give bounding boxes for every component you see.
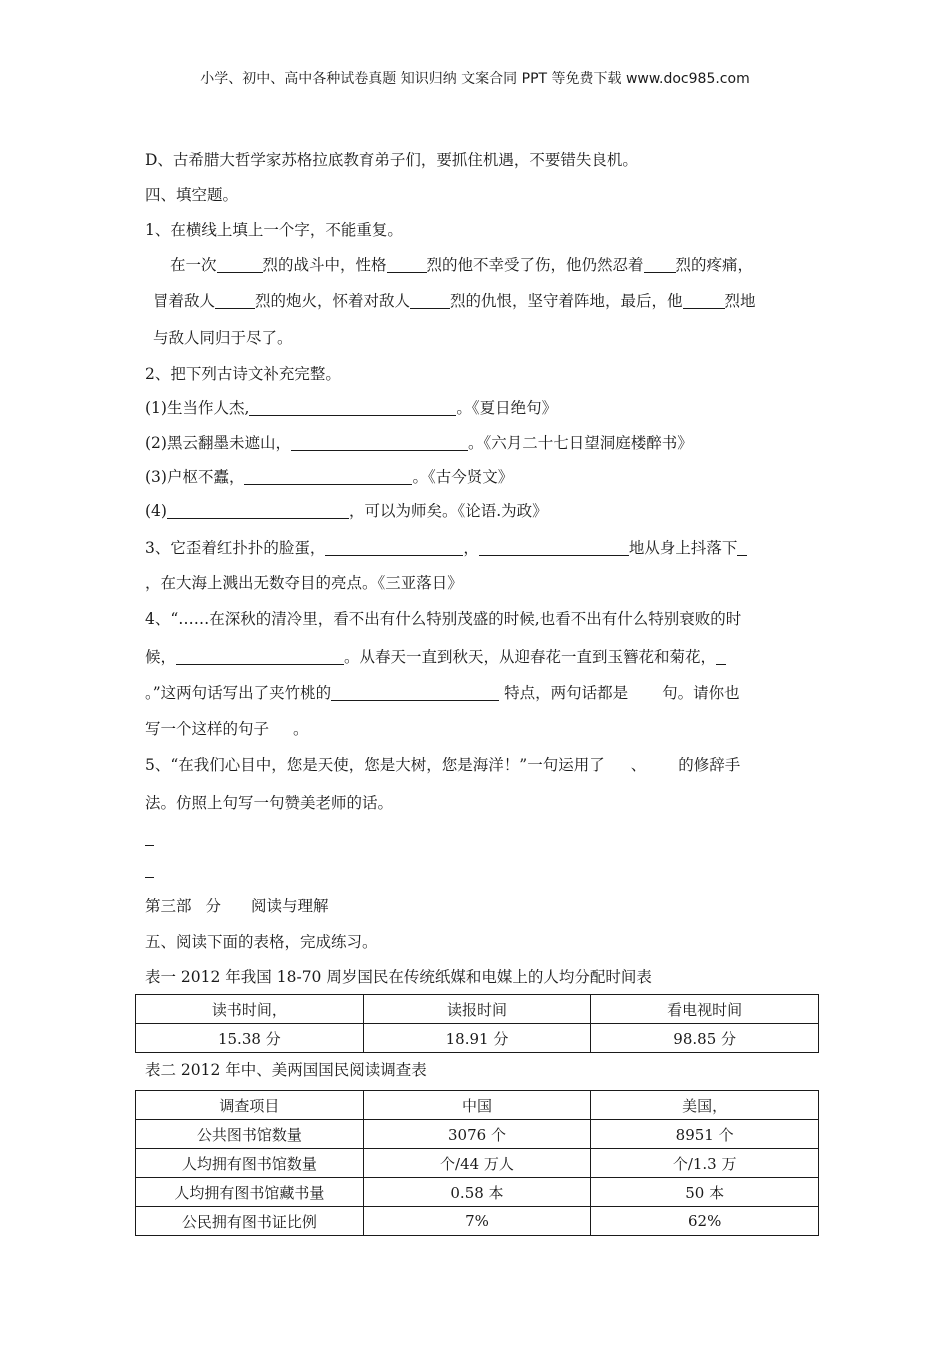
- q3-text: 3、它歪着红扑扑的脸蛋，: [145, 539, 326, 557]
- q1-text: 烈的疼痛，: [675, 256, 754, 274]
- q3-text: ，: [463, 539, 479, 557]
- q2-text: (3)户枢不蠹，: [145, 468, 245, 486]
- q2-text: 。《夏日绝句》: [456, 399, 558, 417]
- q1-text: 烈地: [724, 292, 756, 310]
- q4-text: 。从春天一直到秋天，从迎春花一直到玉簪花和菊花，: [344, 648, 717, 666]
- table-cell: 15.38 分: [136, 1024, 364, 1053]
- answer-blank[interactable]: [644, 256, 676, 273]
- q2-text: (2)黑云翻墨未遮山，: [145, 434, 291, 452]
- q2-text: ，可以为师矣。《论语.为政》: [348, 502, 548, 520]
- q2-item-2: [145, 431, 693, 453]
- table-cell: 人均拥有图书馆数量: [136, 1149, 364, 1178]
- answer-blank[interactable]: [145, 863, 154, 878]
- q2-text: (4): [145, 502, 167, 520]
- answer-blank[interactable]: [145, 831, 154, 846]
- answer-blank[interactable]: [325, 539, 463, 556]
- table-cell: 8951 个: [591, 1120, 819, 1149]
- table-row: [136, 1207, 819, 1236]
- answer-blank[interactable]: [291, 434, 468, 451]
- q1-text: 烈的仇恨，坚守着阵地，最后，他: [450, 292, 683, 310]
- table-2-title: 表二 2012 年中、美两国国民阅读调查表: [145, 1061, 427, 1079]
- table-cell: 个/44 万人: [363, 1149, 591, 1178]
- part-3-text: 第三部: [145, 897, 192, 915]
- q1-line-3: 与敌人同归于尽了。: [153, 329, 293, 347]
- q2-item-3: [145, 465, 513, 487]
- q3-text: 地从身上抖落下: [628, 539, 738, 557]
- page-header: 小学、初中、高中各种试卷真题 知识归纳 文案合同 PPT 等免费下载 www.doc985.com: [200, 71, 750, 87]
- q5-text: 、: [630, 756, 647, 774]
- q2-text: 。《古今贤文》: [412, 468, 514, 486]
- q4-text: 。”这两句话写出了夹竹桃的: [145, 684, 332, 702]
- q5-text: 的修辞手: [678, 756, 741, 774]
- question-5-line-2: 法。仿照上句写一句赞美老师的话。: [145, 794, 394, 812]
- table-row: [136, 1149, 819, 1178]
- question-4-line-3: [145, 681, 740, 703]
- table-cell: 0.58 本: [363, 1178, 591, 1207]
- q1-text: 烈的战斗中，性格: [262, 256, 387, 274]
- question-5-line-1: [145, 753, 740, 775]
- table-cell: 98.85 分: [591, 1024, 819, 1053]
- table-header-cell: 读报时间: [363, 995, 591, 1024]
- answer-blank[interactable]: [249, 399, 456, 416]
- table-cell: 3076 个: [363, 1120, 591, 1149]
- table-row: [136, 1120, 819, 1149]
- table-1: [135, 994, 819, 1053]
- table-cell: 7%: [363, 1207, 591, 1236]
- q1-text: 烈的他不幸受了伤，他仍然忍着: [426, 256, 644, 274]
- question-3-line-1: [145, 536, 747, 558]
- table-cell: 50 本: [591, 1178, 819, 1207]
- table-2: [135, 1090, 819, 1236]
- q4-text: 句。请你也: [662, 684, 740, 702]
- q2-item-4: [145, 499, 548, 521]
- part-3-text: 分: [205, 897, 222, 915]
- table-header-cell: 看电视时间: [591, 995, 819, 1024]
- table-header-cell: 美国，: [591, 1091, 819, 1120]
- option-d: D、古希腊大哲学家苏格拉底教育弟子们，要抓住机遇，不要错失良机。: [145, 151, 638, 169]
- q1-text: 在一次: [170, 256, 217, 274]
- table-cell: 18.91 分: [363, 1024, 591, 1053]
- answer-blank[interactable]: [737, 539, 747, 556]
- question-3-line-2: ，在大海上溅出无数夺目的亮点。《三亚落日》: [145, 574, 463, 592]
- q2-item-1: [145, 396, 557, 418]
- answer-blank[interactable]: [217, 256, 263, 273]
- q1-text: 烈的炮火，怀着对敌人: [255, 292, 411, 310]
- q1-line-1: [170, 253, 753, 275]
- question-2: 2、把下列古诗文补充完整。: [145, 365, 341, 383]
- answer-blank[interactable]: [176, 648, 344, 665]
- q2-text: (1)生当作人杰,: [145, 399, 250, 417]
- q4-text: 写一个这样的句子: [145, 720, 270, 738]
- table-header-cell: 调查项目: [136, 1091, 364, 1120]
- section-4-heading: 四、填空题。: [145, 186, 239, 204]
- question-4-line-1: 4、“……在深秋的清冷里，看不出有什么特别茂盛的时候,也看不出有什么特别衰败的时: [145, 610, 742, 628]
- q4-text: 。: [293, 720, 309, 738]
- table-cell: 人均拥有图书馆藏书量: [136, 1178, 364, 1207]
- answer-blank[interactable]: [244, 468, 412, 485]
- section-5-heading: 五、阅读下面的表格，完成练习。: [145, 933, 378, 951]
- table-row: [136, 1024, 819, 1053]
- table-header-cell: 中国: [363, 1091, 591, 1120]
- table-1-title: 表一 2012 年我国 18-70 周岁国民在传统纸媒和电媒上的人均分配时间表: [145, 968, 652, 986]
- table-header-cell: 读书时间，: [136, 995, 364, 1024]
- table-cell: 公共图书馆数量: [136, 1120, 364, 1149]
- q4-text: 候，: [145, 648, 177, 666]
- table-cell: 62%: [591, 1207, 819, 1236]
- q1-line-2: [153, 289, 756, 311]
- part-3-text: 阅读与理解: [251, 897, 329, 915]
- answer-blank[interactable]: [215, 292, 255, 309]
- answer-blank[interactable]: [410, 292, 450, 309]
- question-4-line-2: [145, 645, 726, 667]
- answer-blank[interactable]: [716, 648, 726, 665]
- answer-blank[interactable]: [387, 256, 427, 273]
- table-cell: 个/1.3 万: [591, 1149, 819, 1178]
- table-cell: 公民拥有图书证比例: [136, 1207, 364, 1236]
- answer-blank[interactable]: [167, 502, 349, 519]
- question-1: 1、在横线上填上一个字，不能重复。: [145, 221, 403, 239]
- question-4-line-4: [145, 717, 309, 739]
- q1-text: 冒着敌人: [153, 292, 216, 310]
- table-row: [136, 1178, 819, 1207]
- part-3-heading: [145, 894, 329, 916]
- q4-text: 特点，两句话都是: [499, 684, 629, 702]
- table-header-row: [136, 1091, 819, 1120]
- answer-blank[interactable]: [479, 539, 629, 556]
- answer-blank[interactable]: [331, 684, 499, 701]
- answer-blank[interactable]: [683, 292, 725, 309]
- q2-text: 。《六月二十七日望洞庭楼醉书》: [467, 434, 693, 452]
- table-header-row: [136, 995, 819, 1024]
- q5-text: 5、“在我们心目中，您是天使，您是大树，您是海洋！”一句运用了: [145, 756, 605, 774]
